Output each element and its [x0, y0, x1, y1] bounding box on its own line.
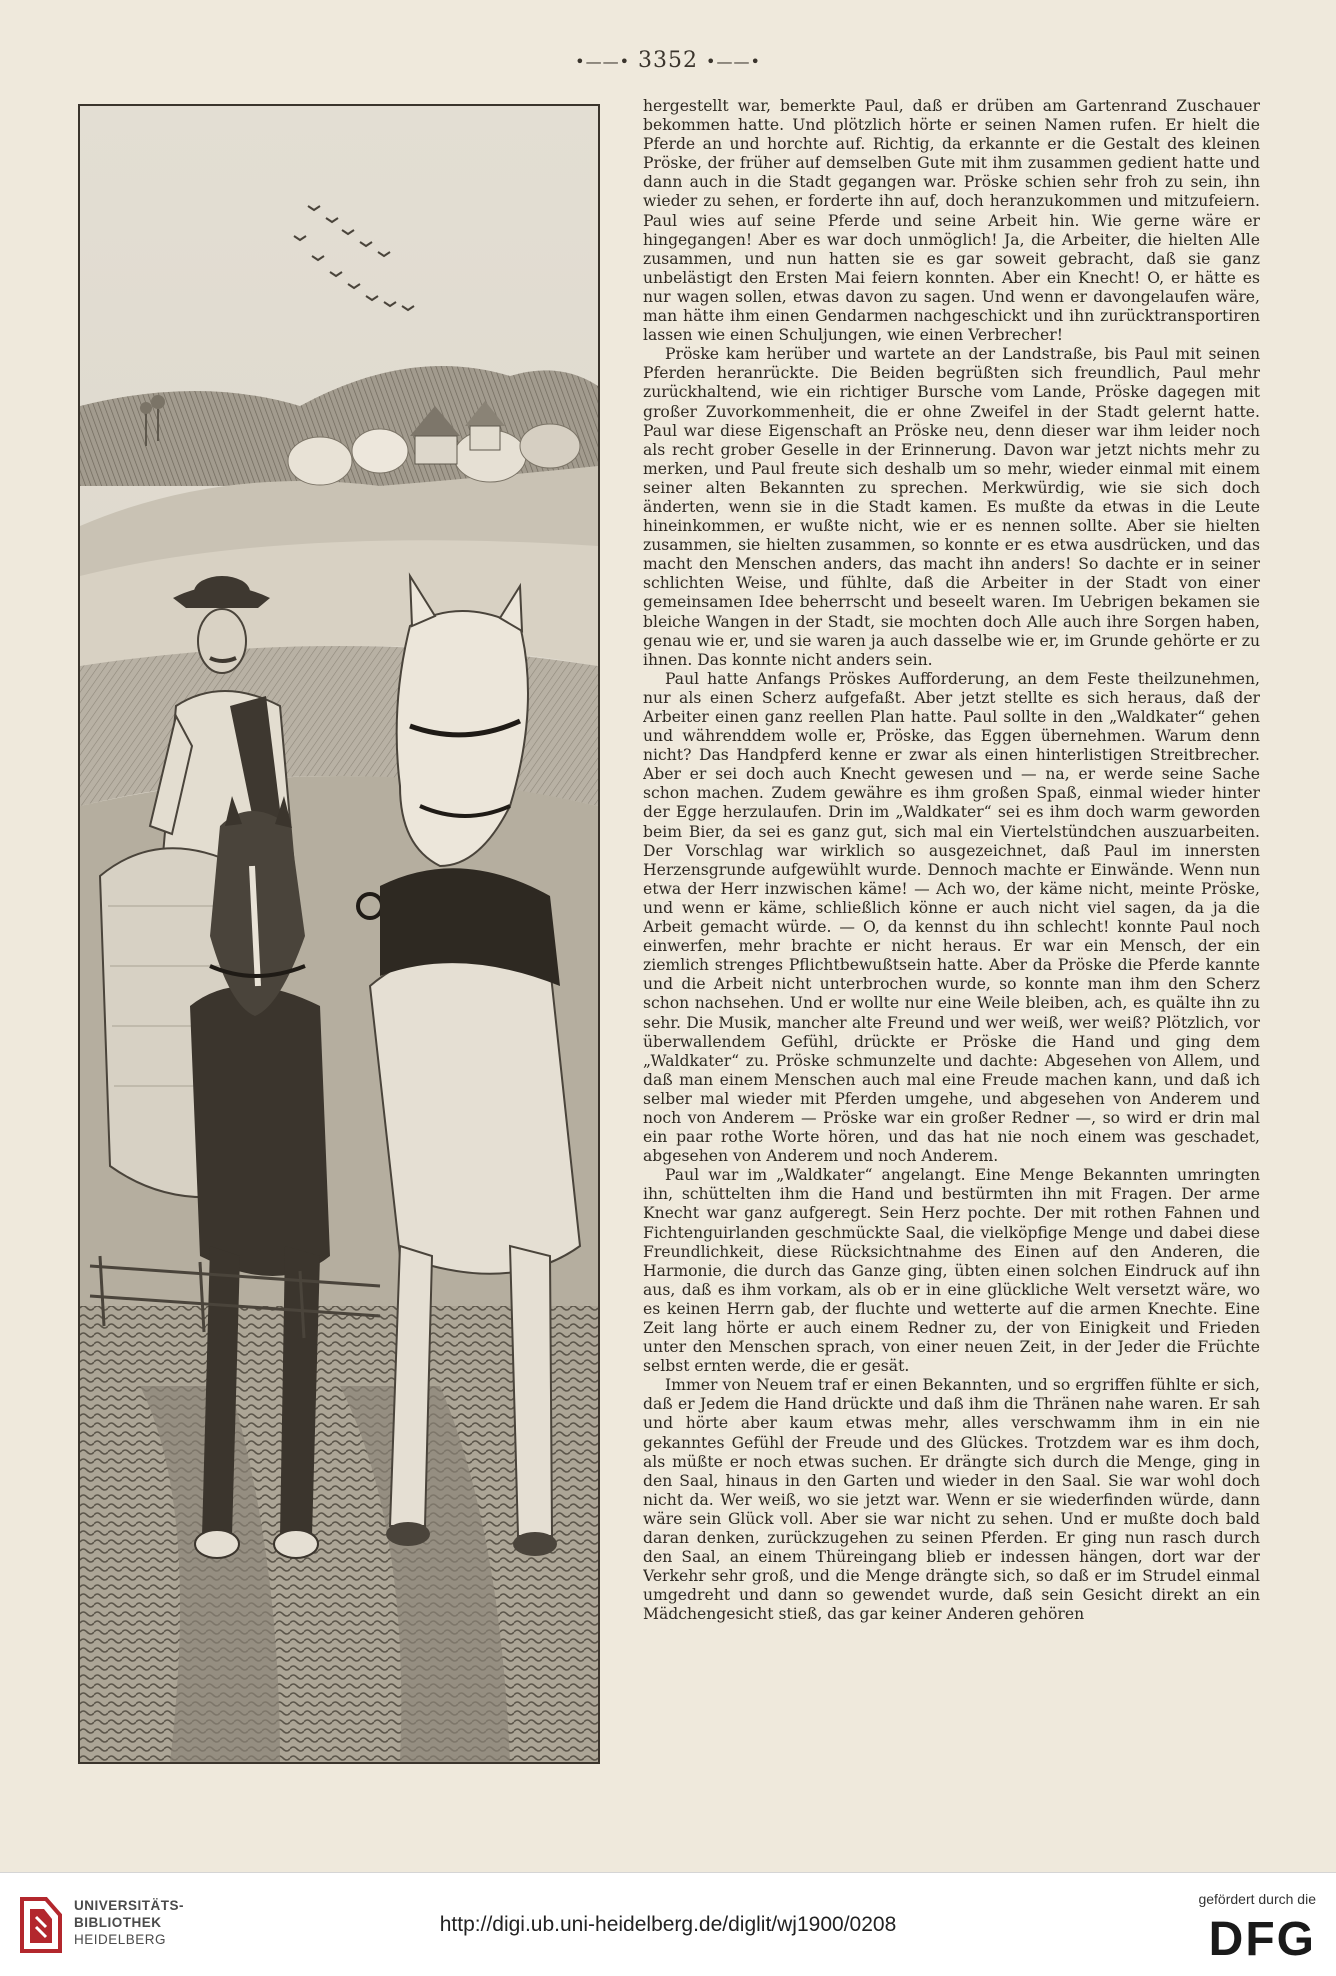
university-line-1: UNIVERSITÄTS-	[74, 1898, 185, 1913]
funded-by-label: gefördert durch die	[1198, 1891, 1316, 1907]
article-paragraph-2: Pröske kam herüber und wartete an der Landstraße, bis Paul mit seinen Pferden heranrückte. Die Beiden begrüßten sich freundlich, Paul mehr zurückhaltend, wie ein richtiger Bursche vom Lande, Pröske dagegen mit großer Zuvorkommenheit, die er ohne Zweifel in der Stadt gelernt hatte. Paul war diese Eigenschaft an Pröske neu, denn dieser war ihm leider noch als recht grober Geselle in der Erinnerung. Davon war jetzt nichts mehr zu merken, und Paul freute sich deshalb um so mehr, wieder einmal mit einem seiner alten Bekannten zu sprechen. Merkwürdig, wie sie sich doch änderten, wenn sie in die Stadt kamen. Es mußte da etwas in die Leute hineinkommen, er wußte nicht, wie er es nennen sollte. Aber sie hielten zusammen, sie hielten zusammen, so konnte er es etwa ausdrücken, und das macht den Menschen anders, das macht ihn anders! So dachte er in seiner schlichten Weise, und fühlte, daß die Arbeiter in der Stadt von einer gemeinsamen Idee beherrscht und beseelt waren. Im Uebrigen bekamen sie bleiche Wangen in der Stadt, sie mochten doch Alle auch ihre Sorgen haben, genau wie er, und sie waren ja auch dasselbe wie er, im Grunde gehörte er zu ihnen. Das konnte nicht anders sein.	[643, 345, 1260, 669]
article-text-column	[643, 97, 1260, 1762]
dfg-logo[interactable]: DFG	[1208, 1913, 1316, 1966]
article-paragraph-4: Paul war im „Waldkater“ angelangt. Eine Menge Bekannten umringten ihn, schüttelten ihm die Hand und bestürmten ihn mit Fragen. Der arme Knecht war ganz aufgeregt. Sein Herz pochte. Der mit rothen Fahnen und Fichtenguirlanden geschmückte Saal, die vielköpfige Menge und dabei diese Freundlichkeit, diese Rücksichtnahme des Einen auf den Anderen, die Harmonie, die durch das Ganze ging, übten einen solchen Eindruck auf ihn aus, daß es ihm vorkam, als ob er in eine glückliche Welt versetzt wäre, wo es keinen Herrn gab, der fluchte und wetterte auf die armen Knechte. Eine Zeit lang hörte er auch einem Redner zu, der von Einigkeit und Frieden unter den Menschen sprach, von einer neuen Zeit, in der Jeder die Früchte selbst ernten werde, die er gesät.	[643, 1166, 1260, 1376]
article-paragraph-1: hergestellt war, bemerkte Paul, daß er drüben am Gartenrand Zuschauer bekommen hatte. Und plötzlich hörte er seinen Namen rufen. Er hielt die Pferde an und horchte auf. Richtig, da erkannte er die Gestalt des kleinen Pröske, der früher auf demselben Gute mit ihm zusammen gedient hatte und dann auch in die Stadt gegangen war. Pröske schien sehr froh zu sein, ihn wieder zu sehen, er forderte ihn auf, doch heranzukommen und mitzufeiern. Paul wies auf seine Pferde und seine Arbeit hin. Wie gerne wäre er hingegangen! Aber es war doch unmöglich! Ja, die Arbeiter, die hielten Alle zusammen, und nun hatten sie es gar soweit gebracht, daß sie ganz unbelästigt den Ersten Mai feiern konnten. Aber ein Knecht! O, er hätte es nur wagen sollen, etwas davon zu sagen. Und wenn er davongelaufen wäre, man hätte ihm einen Gendarmen nachgeschickt und ihn zurücktransportiren lassen wie einen Schuljungen, wie einen Verbrecher!	[643, 97, 1260, 345]
article-paragraph-5: Immer von Neuem traf er einen Bekannten, und so ergriffen fühlte er sich, daß er Jedem die Hand drückte und daß ihm die Thränen nahe waren. Er sah und hörte aber kaum etwas mehr, alles verschwamm ihm in ein nie gekanntes Gefühl der Freude und des Glückes. Trotzdem war es ihm doch, als müßte er noch etwas suchen. Er drängte sich durch die Menge, ging in den Saal, hinaus in den Garten und wieder in den Saal. Sie war wohl doch nicht da. Wer weiß, wo sie jetzt war. Wenn er sie wiederfinden würde, dann wäre sein Glück voll. Aber sie war nicht zu sehen. Und er mußte doch bald daran denken, zurückzugehen zu seinen Pferden. Er ging nun rasch durch den Saal, an einem Thüreingang blieb er indessen hängen, dort war der Verkehr sehr groß, und die Menge drängte sich, so daß er im Strudel einmal umgedreht und dann so gewendet wurde, daß sein Gesicht direkt an ein Mädchengesicht stieß, das gar keiner Anderen gehören	[643, 1376, 1260, 1624]
permalink-url[interactable]: http://digi.ub.uni-heidelberg.de/diglit/wj1900/0208	[439, 1913, 897, 1936]
viewer-footer	[0, 1872, 1336, 1976]
page-number	[0, 48, 1336, 73]
illustration-ploughman-horses	[78, 104, 600, 1764]
page-number-ornament-left: •——•	[575, 52, 630, 71]
page-number-ornament-right: •——•	[706, 52, 761, 71]
article-paragraph-3: Paul hatte Anfangs Pröskes Aufforderung, an dem Feste theilzunehmen, nur als einen Scherz aufgefaßt. Aber jetzt stellte es sich heraus, daß der Arbeiter einen ganz reellen Plan hatte. Paul sollte in den „Waldkater“ gehen und währenddem wolle er, Pröske, das Eggen übernehmen. Warum denn nicht? Das Handpferd kenne er zwar als einen hinterlistigen Streitbrecher. Aber er sei doch auch Knecht gewesen und — na, er werde seine Sache schon machen. Zudem gewähre es ihm großen Spaß, einmal wieder hinter der Egge herzulaufen. Drin im „Waldkater“ sei es ihm doch warm geworden beim Bier, da sei es ganz gut, sich mal ein Viertelstündchen auszuarbeiten. Der Vorschlag war wirklich so ausgezeichnet, daß Paul im innersten Herzensgrunde aufgewühlt wurde. Dennoch machte er Einwände. Wenn nun etwa der Herr inzwischen käme! — Ach wo, der käme nicht, meinte Pröske, und wenn er käme, schließlich könne er auch nicht viel sagen, da ja die Arbeit gemacht würde. — O, da kennst du ihn schlecht! konnte Paul noch einwerfen, mehr brachte er nicht heraus. Er war ein Mensch, der ein ziemlich strenges Pflichtbewußtsein hatte. Aber da Pröske die Pferde kannte und die Arbeit nicht unterbrochen wurde, so konnte man ihm den Scherz schon nachsehen. Und er wollte nur eine Weile bleiben, ach, es quälte ihn zu sehr. Die Musik, mancher alte Freund und wer weiß, wer weiß? Plötzlich, vor überwallendem Gefühl, drückte er Pröske die Hand und ging dem „Waldkater“ zu. Pröske schmunzelte und dachte: Abgesehen von Allem, und daß man einem Menschen auch mal eine Freude machen kann, und daß ich selber mal wieder mit Pferden umgehe, und abgesehen von Anderem und noch von Anderem — Pröske war ein großer Redner —, so wird er drin mal ein paar rothe Worte hören, und das hat nie noch einem was geschadet, abgesehen von Anderem und noch Anderem.	[643, 669, 1260, 1166]
university-line-3: HEIDELBERG	[74, 1932, 167, 1947]
university-line-2: BIBLIOTHEK	[74, 1915, 162, 1930]
page-number-text: 3352	[638, 48, 698, 73]
